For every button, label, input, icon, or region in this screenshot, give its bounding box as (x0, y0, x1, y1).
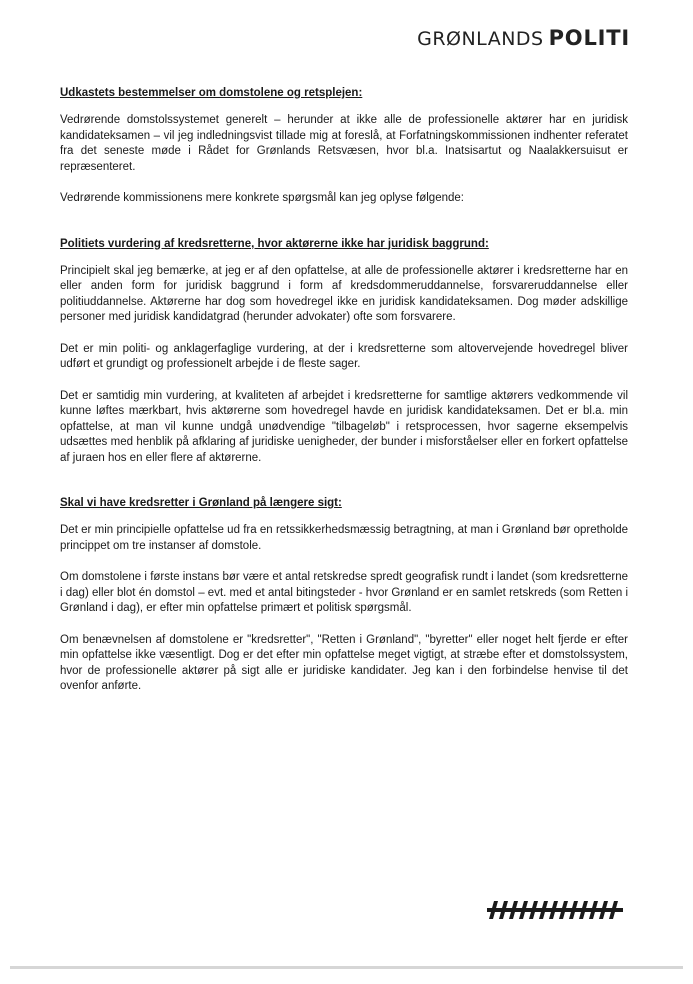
paragraph: Vedrørende domstolssystemet generelt – herunder at ikke alle de professionelle aktører har en juridisk kandidateksamen – vil jeg indledningsvist tillade mig at foreslå, at Forfatningskommissionen indhenter referatet fra det seneste møde i Rådet for Grønlands Retsvæsen, hvor bl.a. Inatsisartut og Naalakkersuisut er repræsenteret. (60, 114, 628, 173)
logo-text-politi: POLITI (548, 26, 630, 50)
section-police-assessment (60, 237, 628, 467)
paragraph: Det er min principielle opfattelse ud fra en retssikkerhedsmæssig betragtning, at man i Grønland bør opretholde princippet om tre instanser af domstole. (60, 524, 628, 552)
paragraph: Det er min politi- og anklagerfaglige vurdering, at der i kredsretterne som altovervejende hovedregel bliver udført et grundigt og professionelt arbejde i de fleste sager. (60, 342, 628, 370)
section-heading: Skal vi have kredsretter i Grønland på længere sigt: (60, 497, 342, 509)
paragraph: Om domstolene i første instans bør være et antal retskredse spredt geografisk rundt i landet (som kredsretterne i dag) eller blot én domstol – evt. med et antal bitingsteder - hvor Grønland er en samlet retskreds (som Retten i Grønland i dag), er efter min opfattelse primært et politisk spørgsmål. (60, 571, 628, 614)
section-district-courts-future (60, 496, 628, 695)
page-bottom-edge (10, 966, 683, 969)
paragraph: Det er samtidig min vurdering, at kvaliteten af arbejdet i kredsretterne for samtlige aktørers vedkommende vil kunne løftes mærkbart, hvis aktørerne som hovedregel havde en juridisk kandidateksamen. Det er bl.a. min opfattelse, at man vil kunne undgå unødvendige "tilbageløb" i retsprocessen, hvor sagerne eksempelvis udsættes med henblik på afklaring af juridiske uenigheder, der bunder i misforståelser eller en forkert opfattelse af juraen hos en eller flere af aktørerne. (60, 389, 628, 464)
police-logo (417, 26, 630, 50)
section-court-provisions (60, 86, 628, 207)
checkered-stripe-icon (487, 899, 627, 921)
paragraph: Om benævnelsen af domstolene er "kredsretter", "Retten i Grønland", "byretter" eller noget helt fjerde er efter min opfattelse ikke væsentligt. Dog er det efter min opfattelse meget vigtigt, at stræbe efter et domstolssystem, hvor de professionelle aktører på sigt alle er juridiske kandidater. Jeg kan i den forbindelse henvise til det ovenfor anførte. (60, 633, 628, 692)
logo-text-gronlands: GRØNLANDS (417, 28, 544, 50)
paragraph: Principielt skal jeg bemærke, at jeg er af den opfattelse, at alle de professionelle aktører i kredsretterne har en eller anden form for juridisk baggrund i form af kredsdommeruddannelse, forsvareruddannelse eller politiuddannelse. Aktørerne har dog som hovedregel ikke en juridisk kandidateksamen. Dog møder adskillige personer med juridisk kandidatgrad (herunder advokater) ofte som forsvarere. (60, 264, 628, 323)
letter-body (60, 86, 628, 711)
section-heading: Udkastets bestemmelser om domstolene og retsplejen: (60, 87, 363, 99)
section-heading: Politiets vurdering af kredsretterne, hvor aktørerne ikke har juridisk baggrund: (60, 237, 489, 250)
paragraph: Vedrørende kommissionens mere konkrete spørgsmål kan jeg oplyse følgende: (60, 192, 464, 204)
police-stripe-emblem (487, 899, 627, 926)
